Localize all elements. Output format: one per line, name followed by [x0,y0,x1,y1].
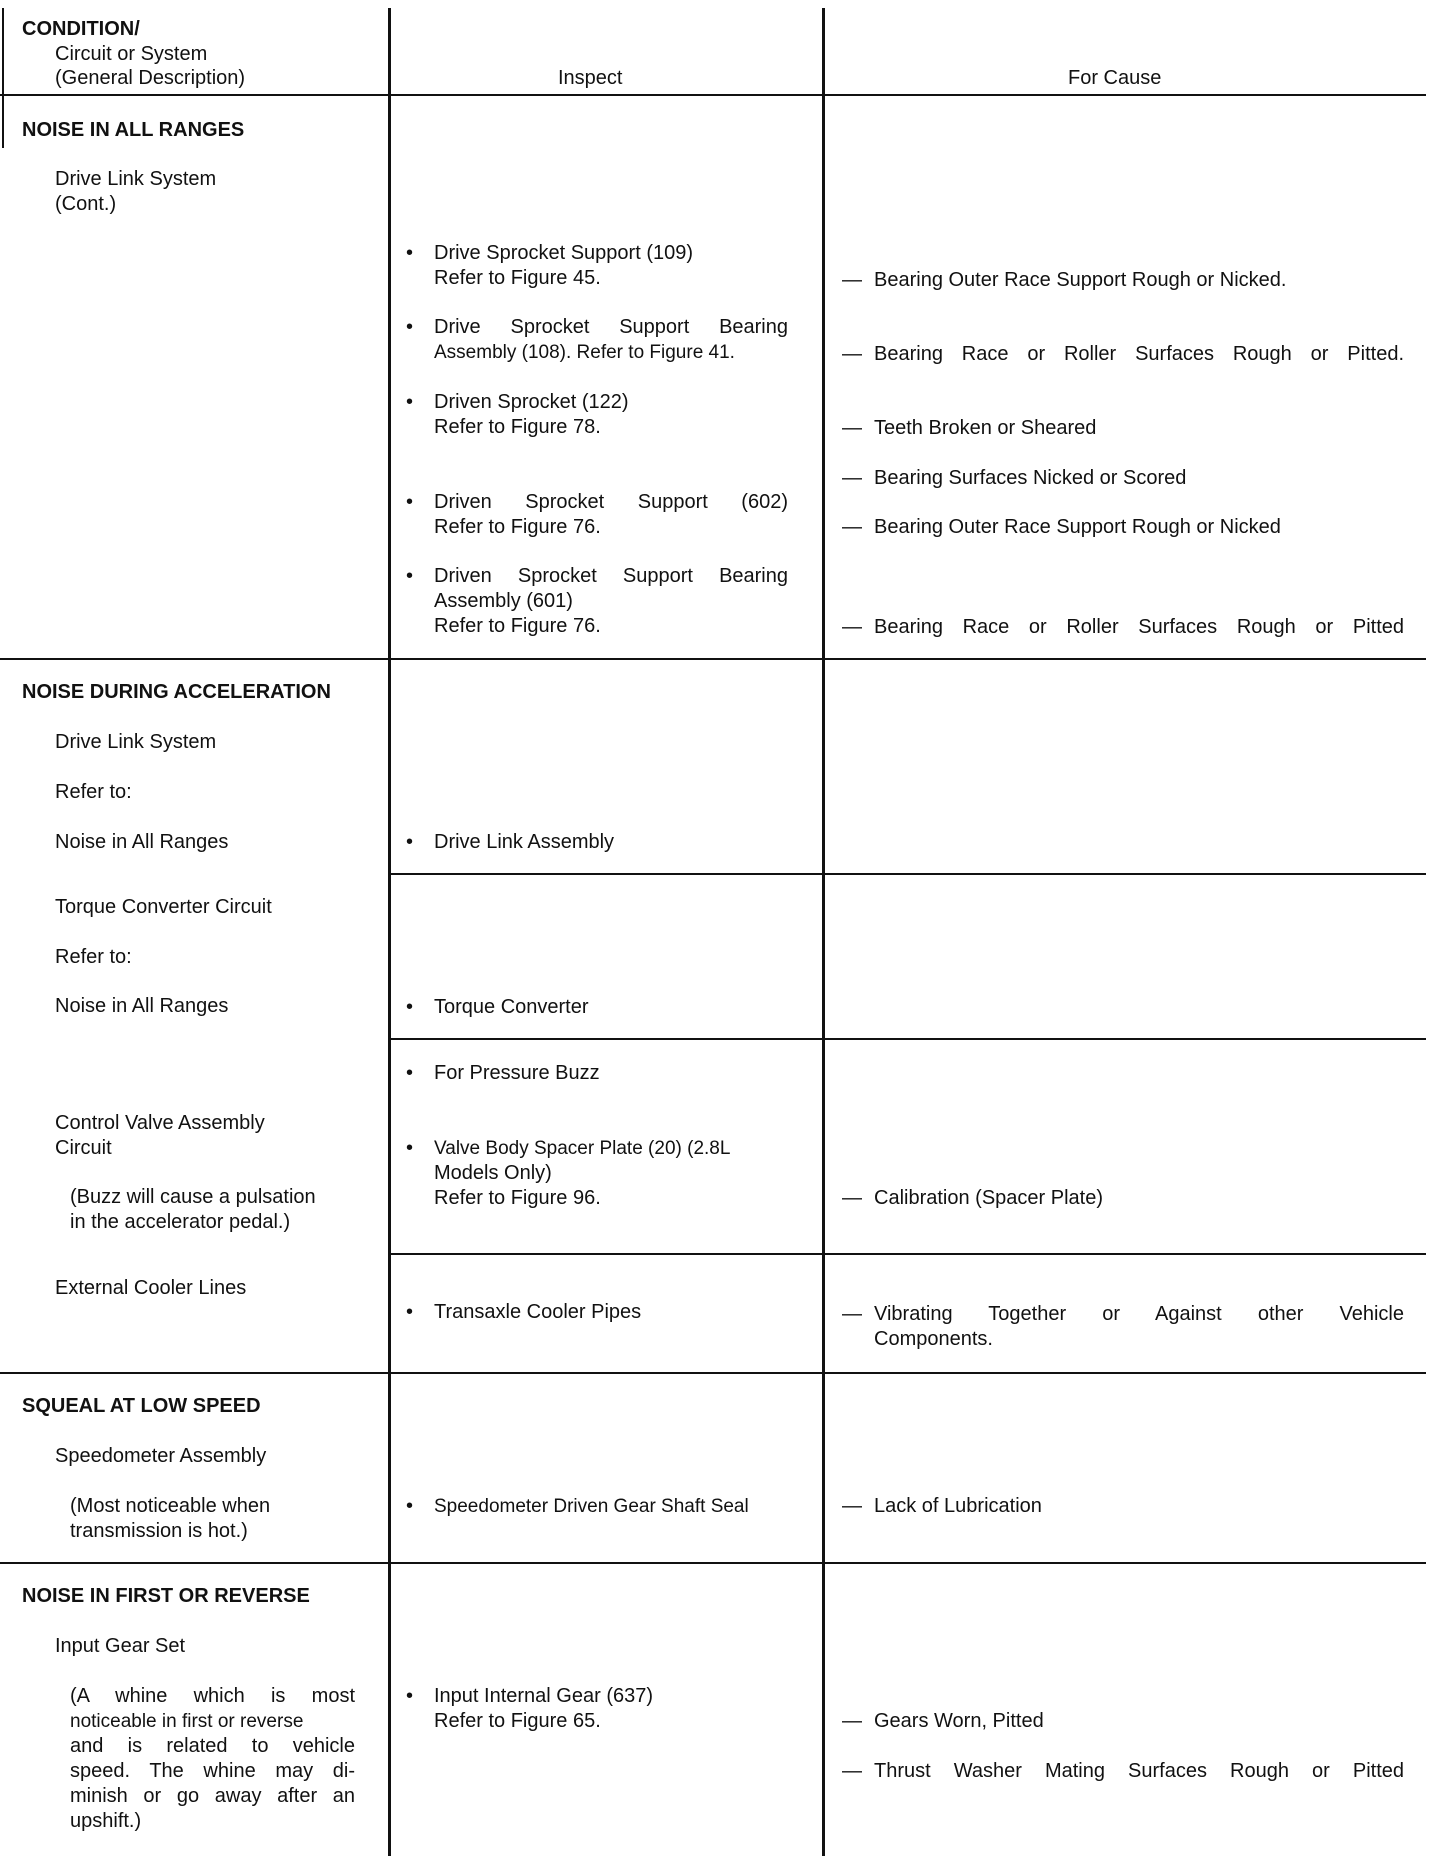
inspect-item: Refer to Figure 96. [434,1187,601,1209]
bullet-icon: • [406,1301,414,1323]
inspect-item: Driven Sprocket Support Bearing [434,565,788,587]
note-label: (A whine which is most [70,1685,355,1707]
system-label: Torque Converter Circuit [55,896,272,918]
cause-item: Bearing Race or Roller Surfaces Rough or Pitted. [874,343,1404,365]
cause-item: Thrust Washer Mating Surfaces Rough or Pitted [874,1760,1404,1782]
system-label: Circuit [55,1137,112,1159]
section-title: NOISE IN FIRST OR REVERSE [22,1585,310,1607]
inspect-item: For Pressure Buzz [434,1062,600,1084]
dash-icon: — [842,269,862,291]
bullet-icon: • [406,242,414,264]
dash-icon: — [842,516,862,538]
column-divider-1 [388,8,391,1856]
dash-icon: — [842,1303,862,1325]
inspect-item: Driven Sprocket (122) [434,391,629,413]
inspect-item: Drive Sprocket Support Bearing [434,316,788,338]
note-label: (Buzz will cause a pulsation [70,1186,316,1208]
inspect-item: Refer to Figure 78. [434,416,601,438]
refer-target-label: Noise in All Ranges [55,831,229,853]
note-label: and is related to vehicle [70,1735,355,1757]
section-title: NOISE IN ALL RANGES [22,119,245,141]
bullet-icon: • [406,1495,414,1517]
cause-item: Calibration (Spacer Plate) [874,1187,1103,1209]
note-label: in the accelerator pedal.) [70,1211,291,1233]
row-rule-torque [388,1038,1426,1040]
bullet-icon: • [406,316,414,338]
note-label: minish or go away after an [70,1785,355,1807]
note-label: upshift.) [70,1810,142,1832]
header-general: (General Description) [55,67,246,89]
inspect-item: Input Internal Gear (637) [434,1685,654,1707]
inspect-item: Drive Link Assembly [434,831,615,853]
inspect-item: Assembly (108). Refer to Figure 41. [434,342,735,363]
system-label: Speedometer Assembly [55,1445,267,1467]
dash-icon: — [842,1760,862,1782]
header-circuit: Circuit or System [55,43,208,65]
dash-icon: — [842,1710,862,1732]
refer-to-label: Refer to: [55,781,132,803]
cause-item: Teeth Broken or Sheared [874,417,1097,439]
note-label: (Most noticeable when [70,1495,271,1517]
system-label: Drive Link System [55,731,217,753]
inspect-item: Speedometer Driven Gear Shaft Seal [434,1496,749,1517]
dash-icon: — [842,616,862,638]
dash-icon: — [842,343,862,365]
cause-item: Lack of Lubrication [874,1495,1042,1517]
row-rule-drive-link [388,873,1426,875]
system-label: Input Gear Set [55,1635,186,1657]
system-label: External Cooler Lines [55,1277,247,1299]
note-label: speed. The whine may di- [70,1760,355,1782]
cause-item: Bearing Surfaces Nicked or Scored [874,467,1187,489]
header-for-cause: For Cause [1068,67,1162,89]
inspect-item: Assembly (601) [434,590,573,612]
inspect-item: Transaxle Cooler Pipes [434,1301,642,1323]
inspect-item: Models Only) [434,1162,552,1184]
bullet-icon: • [406,996,414,1018]
bullet-icon: • [406,1062,414,1084]
header-condition: CONDITION/ [22,18,140,40]
dash-icon: — [842,1495,862,1517]
inspect-item: Refer to Figure 76. [434,615,601,637]
header-rule [0,94,1426,96]
system-label: Control Valve Assembly [55,1112,265,1134]
note-label: transmission is hot.) [70,1520,248,1542]
inspect-item: Drive Sprocket Support (109) [434,242,694,264]
section-rule-3 [0,1562,1426,1564]
left-margin-rule [2,8,4,148]
cause-item: Bearing Outer Race Support Rough or Nicked. [874,269,1287,291]
refer-to-label: Refer to: [55,946,132,968]
inspect-item: Driven Sprocket Support (602) [434,491,788,513]
bullet-icon: • [406,491,414,513]
section-rule-2 [0,1372,1426,1374]
inspect-item: Valve Body Spacer Plate (20) (2.8L [434,1138,731,1159]
cause-item: Bearing Race or Roller Surfaces Rough or Pitted [874,616,1404,638]
cause-item: Gears Worn, Pitted [874,1710,1044,1732]
section-title: SQUEAL AT LOW SPEED [22,1395,261,1417]
column-divider-2 [822,8,825,1856]
section-rule-1 [0,658,1426,660]
system-label: Drive Link System [55,168,217,190]
cause-item: Bearing Outer Race Support Rough or Nicked [874,516,1281,538]
cause-item: Components. [874,1328,993,1350]
bullet-icon: • [406,1137,414,1159]
dash-icon: — [842,467,862,489]
inspect-item: Refer to Figure 45. [434,267,601,289]
system-label-cont: (Cont.) [55,193,117,215]
section-title: NOISE DURING ACCELERATION [22,681,331,703]
inspect-item: Refer to Figure 65. [434,1710,601,1732]
cause-item: Vibrating Together or Against other Vehicle [874,1303,1404,1325]
bullet-icon: • [406,565,414,587]
dash-icon: — [842,417,862,439]
bullet-icon: • [406,831,414,853]
bullet-icon: • [406,391,414,413]
header-inspect: Inspect [558,67,623,89]
inspect-item: Torque Converter [434,996,589,1018]
dash-icon: — [842,1187,862,1209]
refer-target-label: Noise in All Ranges [55,995,229,1017]
bullet-icon: • [406,1685,414,1707]
inspect-item: Refer to Figure 76. [434,516,601,538]
note-label: noticeable in first or reverse [70,1711,304,1732]
row-rule-control [388,1253,1426,1255]
